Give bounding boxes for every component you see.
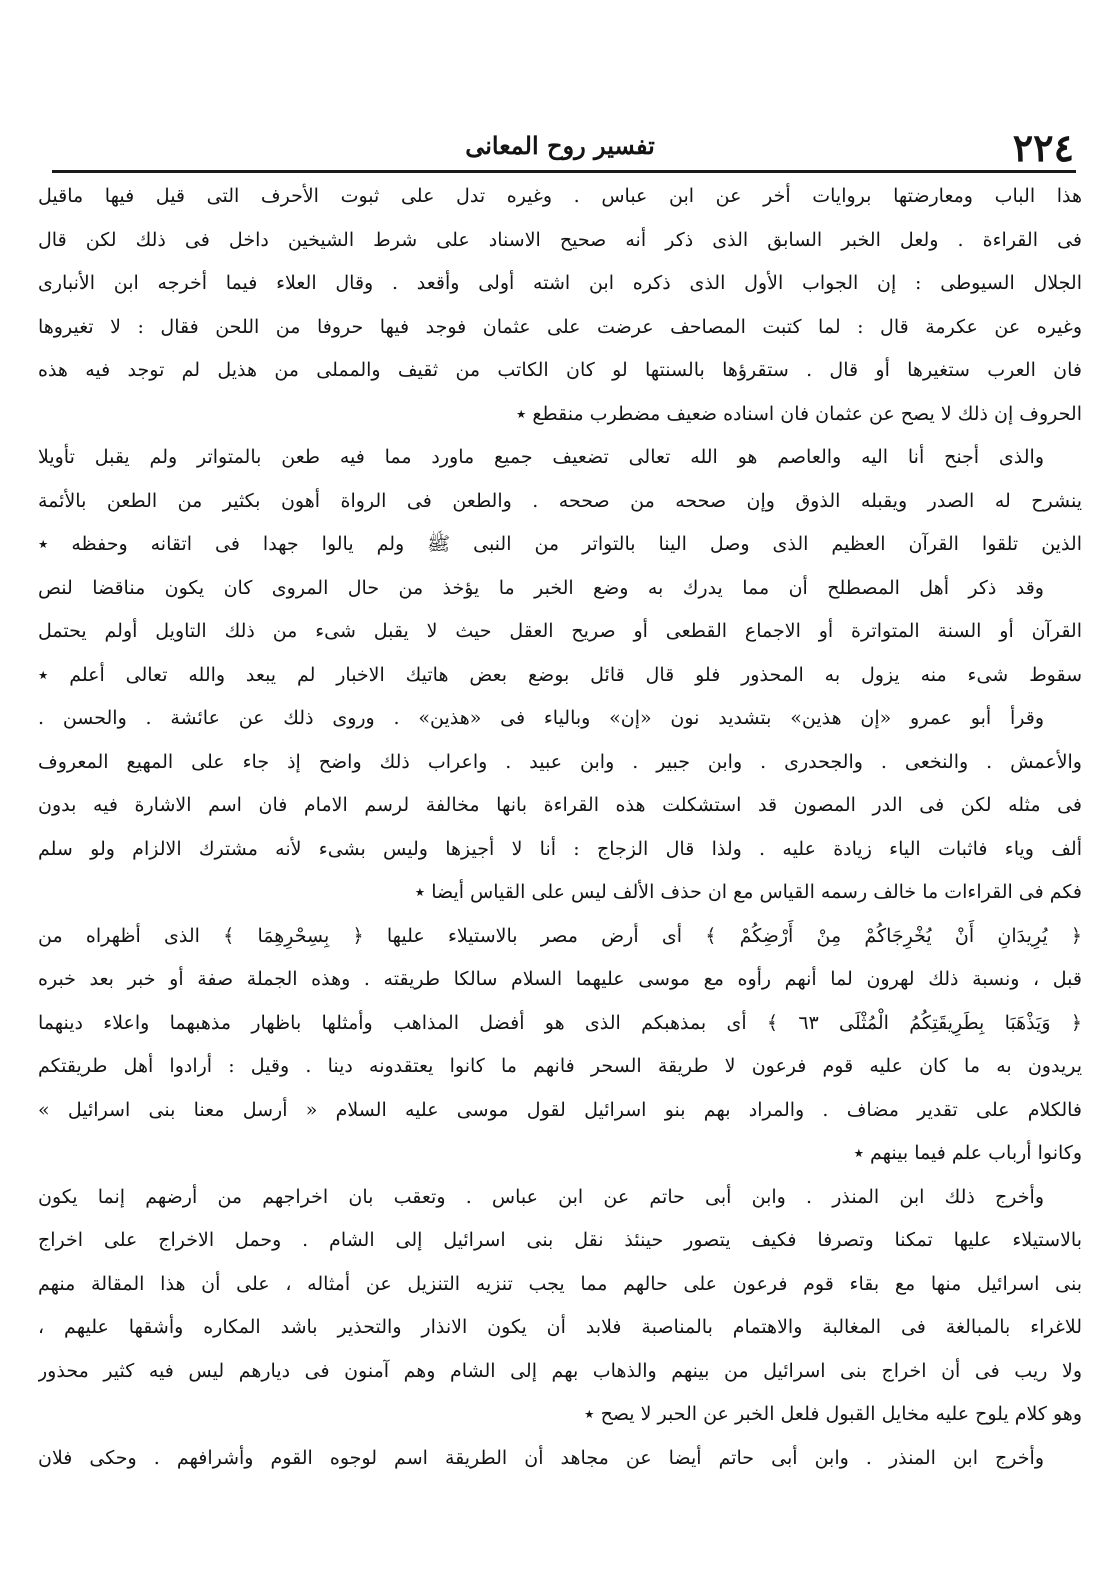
- running-title: تفسير روح المعانى: [465, 131, 655, 160]
- paragraph: [38, 1437, 1082, 1481]
- text-line: ينشرح له الصدر ويقبله الذوق وإن صححه من صححه . والطعن فى الرواة أهون بكثير من الطعن بالأئمة: [38, 489, 1082, 512]
- text-line: والأعمش . والنخعى . والجحدرى . وابن جبير . وابن عبيد . واعراب ذلك واضح إذ جاء على المهيع المعروف: [38, 750, 1082, 773]
- text-line: قبل ، ونسبة ذلك لهرون لما أنهم رأوه مع موسى عليهما السلام سالكا طريقته . وهذه الجملة صفة أو خبر بعد خبره: [38, 968, 1082, 990]
- paragraph: [38, 436, 1082, 567]
- text-line: وقرأ أبو عمرو «إن هذين» بتشديد نون «إن» وبالياء فى «هذين» . وروى ذلك عن عائشة . والحسن .: [38, 707, 1044, 729]
- text-line: فان العرب ستغيرها أو قال . ستقرؤها بالسنتها لو كان الكاتب من ثقيف والمملى من هذيل لم توجد فيه هذه: [38, 359, 1082, 381]
- text-line: الذين تلقوا القرآن العظيم الذى وصل الينا بالتواتر من النبى ﷺ ولم يالوا جهدا فى اتقانه وحفظه ٭: [38, 533, 1082, 555]
- text-line: الحروف إن ذلك لا يصح عن عثمان فان اسناده ضعيف مضطرب منقطع ٭: [516, 402, 1082, 425]
- text-line: بنى اسرائيل منها مع بقاء قوم فرعون على حالهم مما يجب تنزيه التنزيل عن أمثاله ، على أن هذا المقالة منهم: [38, 1272, 1082, 1295]
- text-line: للاغراء بالمبالغة فى المغالبة والاهتمام بالمناصبة فلابد أن يكون الانذار والتحذير باشد المكاره وأشقها عليهم ،: [38, 1316, 1082, 1338]
- text-line: ﴿ وَيَذْهَبَا بِطَرِيقَتِكُمُ الْمُثْلَى ٦٣ ﴾ أى بمذهبكم الذى هو أفضل المذاهب وأمثلها باظهار مذهبهما واعلاء دينهما: [38, 1011, 1082, 1034]
- text-line: فكم فى القراءات ما خالف رسمه القياس مع ان حذف الألف ليس على القياس أيضا ٭: [414, 881, 1082, 903]
- text-line: فى القراءة . ولعل الخبر السابق الذى ذكر أنه صحيح الاسناد على شرط الشيخين داخل فى ذلك لكن قال: [38, 228, 1082, 251]
- paragraph: [38, 567, 1082, 698]
- paragraph: [38, 1176, 1082, 1437]
- text-line: وغيره عن عكرمة قال : لما كتبت المصاحف عرضت على عثمان فوجد فيها حروفا من اللحن فقال : لا تغيروها: [38, 315, 1082, 338]
- text-line: ولا ريب فى أن اخراج بنى اسرائيل من بينهم والذهاب بهم إلى الشام وهم آمنون فى ديارهم ليس فيه كثير محذور: [38, 1359, 1082, 1382]
- text-line: وقد ذكر أهل المصطلح أن مما يدرك به وضع الخبر ما يؤخذ من حال المروى كان يكون مناقضا لنص: [38, 576, 1044, 599]
- text-line: فى مثله لكن فى الدر المصون قد استشكلت هذه القراءة بانها مخالفة لرسم الامام فان اسم الاشارة فيه بدون: [38, 794, 1082, 816]
- text-line: القرآن أو السنة المتواترة أو الاجماع القطعى أو صريح العقل حيث لا يقبل شىء من ذلك التاويل أولم يحتمل: [38, 620, 1082, 642]
- text-line: بالاستيلاء عليها تمكنا وتصرفا فكيف يتصور حينئذ نقل بنى اسرائيل إلى الشام . وحمل الاخراج على اخراج: [38, 1229, 1082, 1251]
- body-text: [38, 173, 1082, 1480]
- text-line: وأخرج ابن المنذر . وابن أبى حاتم أيضا عن مجاهد أن الطريقة اسم لوجوه القوم وأشرافهم . وحكى فلان: [38, 1446, 1044, 1469]
- paragraph: [38, 1002, 1082, 1176]
- text-line: والذى أجنح أنا اليه والعاصم هو الله تعالى تضعيف جميع ماورد مما فيه طعن بالمتواتر ولم يقبل تأويلا: [38, 446, 1044, 468]
- book-page: [38, 118, 1082, 1558]
- text-line: يريدون به ما كان عليه قوم فرعون لا طريقة السحر فانهم ما كانوا يعتقدونه دينا . وقيل : أرادوا أهل طريقتكم: [38, 1055, 1082, 1077]
- text-line: وكانوا أرباب علم فيما بينهم ٭: [853, 1142, 1082, 1164]
- text-line: فالكلام على تقدير مضاف . والمراد بهم بنو اسرائيل لقول موسى عليه السلام « أرسل معنا بنى اسرائيل »: [38, 1098, 1082, 1121]
- text-line: ﴿ يُرِيدَانِ أَنْ يُخْرِجَاكُمْ مِنْ أَرْضِكُمْ ﴾ أى أرض مصر بالاستيلاء عليها ﴿ بِسِحْرِهِمَا ﴾ الذى أظهراه من: [38, 924, 1082, 947]
- text-line: وأخرج ذلك ابن المنذر . وابن أبى حاتم عن ابن عباس . وتعقب بان اخراجهم من أرضهم إنما يكون: [38, 1185, 1044, 1208]
- text-line: هذا الباب ومعارضتها بروايات أخر عن ابن عباس . وغيره تدل على ثبوت الأحرف التى قيل فيها ماقيل: [38, 185, 1082, 207]
- text-line: ألف وياء فاثبات الياء زيادة عليه . ولذا قال الزجاج : أنا لا أجيزها وليس بشىء لأنه مشترك الالزام ولو سلم: [38, 837, 1082, 860]
- text-line: الجلال السيوطى : إن الجواب الأول الذى ذكره ابن اشته أولى وأقعد . وقال العلاء فيما أخرجه ابن الأنبارى: [38, 272, 1082, 294]
- page-header: [38, 118, 1082, 168]
- paragraph: [38, 915, 1082, 1002]
- page-number: ٢٢٤: [1012, 125, 1074, 170]
- text-line: سقوط شىء منه يزول به المحذور فلو قال قائل بوضع بعض هاتيك الاخبار لم يبعد والله تعالى أعلم ٭: [38, 663, 1082, 686]
- paragraph: [38, 175, 1082, 436]
- paragraph: [38, 697, 1082, 915]
- text-line: وهو كلام يلوح عليه مخايل القبول فلعل الخبر عن الحبر لا يصح ٭: [584, 1403, 1082, 1425]
